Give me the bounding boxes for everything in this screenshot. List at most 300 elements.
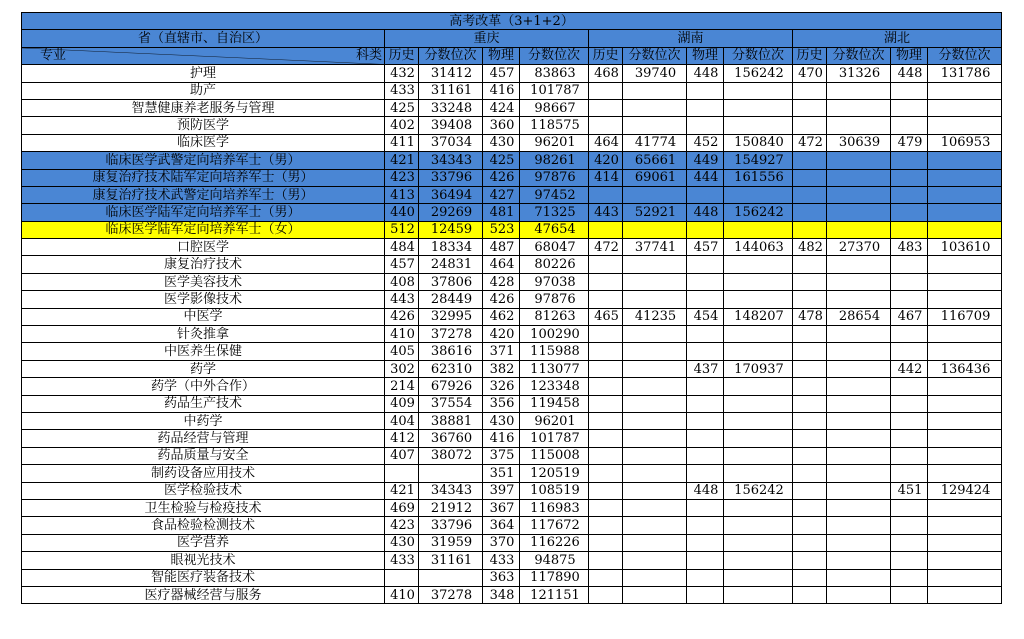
- hn-physics-cell: [687, 412, 724, 429]
- hn-physics-cell: [687, 273, 724, 290]
- hn-physics-cell: [687, 447, 724, 464]
- hn-physics-rank-cell: [724, 447, 793, 464]
- hn-physics-cell: [687, 395, 724, 412]
- table-row: [22, 204, 1002, 221]
- hn-physics-cell: 448: [687, 65, 724, 82]
- hn-physics-rank-cell: [724, 326, 793, 343]
- hn-history-rank-cell: 65661: [623, 152, 687, 169]
- cq-physics-rank-cell: 97876: [520, 169, 589, 186]
- hn-history-cell: [589, 256, 623, 273]
- major-name: 医学检验技术: [22, 482, 385, 499]
- hn-history-cell: [589, 326, 623, 343]
- cq-history-cell: 302: [385, 360, 419, 377]
- cq-history-cell: 443: [385, 291, 419, 308]
- hb-history-rank-cell: [827, 430, 891, 447]
- cq-history-rank-cell: 37554: [419, 395, 483, 412]
- cq-physics-header: 物理: [483, 47, 520, 64]
- hn-physics-rank-cell: 156242: [724, 65, 793, 82]
- hn-history-rank-cell: [623, 447, 687, 464]
- hn-history-cell: [589, 221, 623, 238]
- cq-history-cell: 469: [385, 499, 419, 516]
- hn-history-cell: 472: [589, 239, 623, 256]
- table-row: [22, 117, 1002, 134]
- major-name: 药品生产技术: [22, 395, 385, 412]
- cq-physics-rank-cell: 118575: [520, 117, 589, 134]
- hn-history-cell: [589, 586, 623, 603]
- cq-physics-rank-cell: 115988: [520, 343, 589, 360]
- table-title: 高考改革（3+1+2）: [22, 13, 1002, 30]
- major-name: 针灸推拿: [22, 326, 385, 343]
- major-name: 护理: [22, 65, 385, 82]
- hb-physics-rank-cell: [928, 117, 1002, 134]
- hb-history-cell: [793, 186, 827, 203]
- hb-physics-cell: [891, 99, 928, 116]
- cq-physics-rank-cell: 100290: [520, 326, 589, 343]
- hn-physics-cell: 448: [687, 482, 724, 499]
- hb-history-rank-cell: [827, 447, 891, 464]
- hb-history-rank-cell: [827, 82, 891, 99]
- hb-history-cell: [793, 169, 827, 186]
- hb-history-cell: [793, 204, 827, 221]
- hn-physics-cell: 452: [687, 134, 724, 151]
- hn-history-cell: [589, 395, 623, 412]
- table-row: [22, 221, 1002, 238]
- cq-physics-cell: 416: [483, 430, 520, 447]
- hn-history-cell: 464: [589, 134, 623, 151]
- hb-history-cell: 470: [793, 65, 827, 82]
- major-name: 药学（中外合作）: [22, 378, 385, 395]
- major-name: 康复治疗技术陆军定向培养军士（男）: [22, 169, 385, 186]
- hb-physics-rank-cell: [928, 82, 1002, 99]
- subheader-row: [22, 47, 1002, 64]
- hb-history-rank-cell: [827, 360, 891, 377]
- hb-history-cell: 472: [793, 134, 827, 151]
- hn-physics-rank-cell: [724, 256, 793, 273]
- cq-physics-cell: 360: [483, 117, 520, 134]
- hb-physics-cell: 442: [891, 360, 928, 377]
- table-row: [22, 412, 1002, 429]
- cq-history-cell: [385, 465, 419, 482]
- cq-physics-cell: 382: [483, 360, 520, 377]
- hn-history-rank-cell: [623, 360, 687, 377]
- hb-physics-cell: [891, 343, 928, 360]
- cq-physics-cell: 363: [483, 569, 520, 586]
- hb-history-rank-cell: [827, 569, 891, 586]
- hn-history-rank-cell: [623, 186, 687, 203]
- province-hubei: 湖北: [793, 30, 1002, 47]
- cq-history-rank-cell: 28449: [419, 291, 483, 308]
- hb-history-cell: [793, 534, 827, 551]
- cq-history-rank-cell: 62310: [419, 360, 483, 377]
- hb-history-cell: [793, 360, 827, 377]
- cq-physics-rank-cell: 120519: [520, 465, 589, 482]
- table-row: [22, 326, 1002, 343]
- cq-physics-rank-cell: 101787: [520, 82, 589, 99]
- cq-history-cell: 440: [385, 204, 419, 221]
- hn-physics-cell: 437: [687, 360, 724, 377]
- hb-physics-cell: [891, 447, 928, 464]
- hb-physics-cell: [891, 152, 928, 169]
- hn-history-rank-cell: 41235: [623, 308, 687, 325]
- hb-physics-rank-cell: [928, 412, 1002, 429]
- hb-physics-rank-cell: [928, 221, 1002, 238]
- table-row: [22, 517, 1002, 534]
- major-name: 卫生检验与检疫技术: [22, 499, 385, 516]
- hb-physics-cell: [891, 430, 928, 447]
- cq-physics-cell: 430: [483, 134, 520, 151]
- major-name: 临床医学陆军定向培养军士（男）: [22, 204, 385, 221]
- hn-history-cell: [589, 378, 623, 395]
- hn-history-cell: [589, 430, 623, 447]
- hn-history-cell: [589, 412, 623, 429]
- hb-physics-rank-cell: [928, 99, 1002, 116]
- hn-history-cell: 465: [589, 308, 623, 325]
- cq-physics-cell: 481: [483, 204, 520, 221]
- cq-physics-cell: 487: [483, 239, 520, 256]
- cq-history-rank-cell: 12459: [419, 221, 483, 238]
- hn-history-cell: 414: [589, 169, 623, 186]
- hb-history-rank-cell: 27370: [827, 239, 891, 256]
- hn-physics-rank-cell: [724, 395, 793, 412]
- hn-physics-rank-cell: 161556: [724, 169, 793, 186]
- cq-physics-cell: 425: [483, 152, 520, 169]
- hn-physics-rank-cell: 156242: [724, 204, 793, 221]
- hb-history-cell: 478: [793, 308, 827, 325]
- hn-history-rank-cell: [623, 117, 687, 134]
- cq-history-rank-cell: 31161: [419, 552, 483, 569]
- cq-history-rank-cell: 31959: [419, 534, 483, 551]
- hn-physics-cell: [687, 343, 724, 360]
- major-name: 医疗器械经营与服务: [22, 586, 385, 603]
- cq-physics-cell: 375: [483, 447, 520, 464]
- cq-physics-cell: 428: [483, 273, 520, 290]
- cq-physics-cell: 364: [483, 517, 520, 534]
- corner-cell: [22, 47, 385, 64]
- major-name: 康复治疗技术武警定向培养军士（男）: [22, 186, 385, 203]
- cq-history-rank-cell: 18334: [419, 239, 483, 256]
- hb-physics-cell: [891, 169, 928, 186]
- cq-physics-rank-cell: 97038: [520, 273, 589, 290]
- hb-physics-cell: [891, 395, 928, 412]
- table-row: [22, 99, 1002, 116]
- hb-physics-cell: 479: [891, 134, 928, 151]
- hn-history-cell: [589, 82, 623, 99]
- cq-physics-rank-cell: 117672: [520, 517, 589, 534]
- cq-history-rank-cell: 24831: [419, 256, 483, 273]
- hn-physics-rank-cell: 170937: [724, 360, 793, 377]
- hb-history-cell: [793, 326, 827, 343]
- cq-history-cell: 421: [385, 152, 419, 169]
- table-row: [22, 308, 1002, 325]
- hn-physics-cell: 457: [687, 239, 724, 256]
- table-row: [22, 586, 1002, 603]
- cq-history-rank-cell: 36494: [419, 186, 483, 203]
- hn-history-rank-cell: [623, 99, 687, 116]
- hb-physics-cell: [891, 517, 928, 534]
- table-row: [22, 82, 1002, 99]
- cq-physics-cell: 462: [483, 308, 520, 325]
- cq-physics-rank-cell: 97876: [520, 291, 589, 308]
- hn-history-rank-cell: [623, 569, 687, 586]
- hn-physics-rank-cell: [724, 499, 793, 516]
- cq-history-header: 历史: [385, 47, 419, 64]
- cq-physics-cell: 426: [483, 291, 520, 308]
- hb-physics-rank-cell: [928, 291, 1002, 308]
- cq-history-rank-cell: 32995: [419, 308, 483, 325]
- hb-physics-rank-cell: [928, 152, 1002, 169]
- hn-history-rank-cell: [623, 395, 687, 412]
- cq-physics-cell: 426: [483, 169, 520, 186]
- hb-physics-cell: [891, 117, 928, 134]
- table-row: [22, 343, 1002, 360]
- hb-physics-rank-cell: [928, 552, 1002, 569]
- hb-physics-cell: [891, 256, 928, 273]
- major-name: 中药学: [22, 412, 385, 429]
- hb-physics-rank-cell: [928, 169, 1002, 186]
- cq-history-cell: 408: [385, 273, 419, 290]
- hb-history-cell: [793, 152, 827, 169]
- cq-history-cell: [385, 569, 419, 586]
- table-row: [22, 169, 1002, 186]
- hn-history-rank-cell: [623, 378, 687, 395]
- cq-physics-cell: 424: [483, 99, 520, 116]
- hn-physics-cell: [687, 499, 724, 516]
- cq-physics-cell: 433: [483, 552, 520, 569]
- hb-history-cell: [793, 99, 827, 116]
- hb-history-rank-cell: [827, 326, 891, 343]
- cq-history-cell: 214: [385, 378, 419, 395]
- hb-history-rank-cell: [827, 482, 891, 499]
- cq-physics-rank-cell: 96201: [520, 134, 589, 151]
- hn-history-cell: [589, 569, 623, 586]
- cq-history-rank-cell: [419, 465, 483, 482]
- cq-history-rank-cell: 34343: [419, 482, 483, 499]
- hb-physics-cell: [891, 569, 928, 586]
- cq-history-cell: 402: [385, 117, 419, 134]
- cq-physics-rank-cell: 113077: [520, 360, 589, 377]
- table-row: [22, 152, 1002, 169]
- hb-rank2-header: 分数位次: [928, 47, 1002, 64]
- table-row: [22, 273, 1002, 290]
- cq-physics-rank-cell: 98667: [520, 99, 589, 116]
- hn-physics-cell: [687, 552, 724, 569]
- cq-history-cell: 423: [385, 517, 419, 534]
- hb-history-cell: [793, 482, 827, 499]
- major-name: 智慧健康养老服务与管理: [22, 99, 385, 116]
- cq-history-cell: 405: [385, 343, 419, 360]
- cq-physics-cell: 351: [483, 465, 520, 482]
- hb-history-rank-cell: [827, 291, 891, 308]
- table-row: [22, 239, 1002, 256]
- hb-physics-cell: [891, 499, 928, 516]
- hb-physics-rank-cell: [928, 569, 1002, 586]
- hb-history-cell: [793, 586, 827, 603]
- hb-physics-cell: [891, 291, 928, 308]
- hb-physics-rank-cell: [928, 465, 1002, 482]
- hb-physics-rank-cell: [928, 499, 1002, 516]
- table-row: [22, 291, 1002, 308]
- hb-physics-rank-cell: 116709: [928, 308, 1002, 325]
- province-chongqing: 重庆: [385, 30, 589, 47]
- table-row: [22, 534, 1002, 551]
- hn-history-rank-cell: [623, 82, 687, 99]
- hn-history-cell: [589, 273, 623, 290]
- hn-history-rank-cell: 52921: [623, 204, 687, 221]
- cq-history-rank-cell: 39408: [419, 117, 483, 134]
- hn-physics-cell: 454: [687, 308, 724, 325]
- province-hunan: 湖南: [589, 30, 793, 47]
- hn-physics-cell: [687, 517, 724, 534]
- hn-physics-rank-cell: [724, 99, 793, 116]
- hb-history-rank-cell: [827, 204, 891, 221]
- hb-history-cell: [793, 117, 827, 134]
- hn-physics-cell: [687, 326, 724, 343]
- hn-history-cell: [589, 465, 623, 482]
- cq-physics-cell: 371: [483, 343, 520, 360]
- cq-history-rank-cell: 33796: [419, 169, 483, 186]
- cq-physics-cell: 457: [483, 65, 520, 82]
- hn-physics-cell: 444: [687, 169, 724, 186]
- hb-physics-rank-cell: 136436: [928, 360, 1002, 377]
- subject-label: 科类: [355, 47, 382, 63]
- hn-physics-rank-cell: [724, 291, 793, 308]
- hb-history-rank-cell: [827, 517, 891, 534]
- hb-history-cell: [793, 343, 827, 360]
- cq-history-cell: 409: [385, 395, 419, 412]
- hb-history-cell: [793, 291, 827, 308]
- cq-history-cell: 413: [385, 186, 419, 203]
- cq-physics-rank-cell: 119458: [520, 395, 589, 412]
- hn-physics-rank-cell: [724, 517, 793, 534]
- hb-physics-rank-cell: [928, 326, 1002, 343]
- hb-physics-cell: [891, 465, 928, 482]
- hn-history-cell: [589, 360, 623, 377]
- hb-history-rank-cell: [827, 186, 891, 203]
- cq-physics-rank-cell: 108519: [520, 482, 589, 499]
- hb-physics-cell: [891, 273, 928, 290]
- hn-history-rank-cell: 69061: [623, 169, 687, 186]
- hb-history-cell: [793, 447, 827, 464]
- hb-physics-rank-cell: 106953: [928, 134, 1002, 151]
- hn-history-cell: [589, 552, 623, 569]
- hn-history-cell: [589, 291, 623, 308]
- hn-physics-cell: 448: [687, 204, 724, 221]
- cq-physics-cell: 356: [483, 395, 520, 412]
- cq-history-rank-cell: 37806: [419, 273, 483, 290]
- hn-history-rank-cell: [623, 291, 687, 308]
- hb-physics-rank-cell: [928, 534, 1002, 551]
- major-name: 医学美容技术: [22, 273, 385, 290]
- major-name: 药品经营与管理: [22, 430, 385, 447]
- cq-physics-cell: 326: [483, 378, 520, 395]
- hn-history-rank-cell: [623, 343, 687, 360]
- hn-physics-rank-cell: [724, 534, 793, 551]
- hn-physics-rank-cell: [724, 430, 793, 447]
- cq-history-rank-cell: 38072: [419, 447, 483, 464]
- major-name: 食品检验检测技术: [22, 517, 385, 534]
- hn-history-rank-cell: [623, 221, 687, 238]
- hb-physics-rank-cell: [928, 273, 1002, 290]
- hn-history-rank-cell: [623, 430, 687, 447]
- cq-history-cell: 410: [385, 326, 419, 343]
- table-row: [22, 482, 1002, 499]
- cq-history-rank-cell: 38881: [419, 412, 483, 429]
- hn-history-rank-cell: 41774: [623, 134, 687, 151]
- major-name: 中医养生保健: [22, 343, 385, 360]
- cq-physics-rank-cell: 81263: [520, 308, 589, 325]
- hn-history-rank-cell: [623, 482, 687, 499]
- cq-physics-rank-cell: 68047: [520, 239, 589, 256]
- cq-history-cell: 411: [385, 134, 419, 151]
- hn-physics-cell: [687, 256, 724, 273]
- hn-history-rank-cell: 37741: [623, 239, 687, 256]
- major-name: 康复治疗技术: [22, 256, 385, 273]
- major-name: 医学营养: [22, 534, 385, 551]
- hb-history-rank-cell: [827, 412, 891, 429]
- hb-history-cell: [793, 465, 827, 482]
- hb-history-rank-cell: [827, 378, 891, 395]
- major-label: 专业: [40, 47, 67, 63]
- cq-history-rank-cell: 29269: [419, 204, 483, 221]
- province-row: [22, 30, 1002, 47]
- table-row: [22, 134, 1002, 151]
- hb-history-rank-cell: [827, 586, 891, 603]
- hb-history-cell: [793, 378, 827, 395]
- hb-history-rank-cell: [827, 343, 891, 360]
- table-row: [22, 65, 1002, 82]
- hb-physics-rank-cell: [928, 343, 1002, 360]
- hb-physics-rank-cell: [928, 447, 1002, 464]
- hn-physics-cell: [687, 221, 724, 238]
- cq-history-rank-cell: 38616: [419, 343, 483, 360]
- cq-physics-rank-cell: 47654: [520, 221, 589, 238]
- hn-physics-rank-cell: [724, 569, 793, 586]
- title-row: [22, 13, 1002, 30]
- hb-history-cell: [793, 569, 827, 586]
- hn-rank-header: 分数位次: [623, 47, 687, 64]
- hn-physics-cell: 449: [687, 152, 724, 169]
- cq-physics-rank-cell: 115008: [520, 447, 589, 464]
- hn-history-rank-cell: 39740: [623, 65, 687, 82]
- hb-physics-rank-cell: [928, 378, 1002, 395]
- hb-physics-rank-cell: 103610: [928, 239, 1002, 256]
- hb-history-rank-cell: [827, 169, 891, 186]
- hb-physics-rank-cell: [928, 186, 1002, 203]
- hn-physics-rank-cell: 156242: [724, 482, 793, 499]
- hb-physics-rank-cell: 131786: [928, 65, 1002, 82]
- hn-physics-cell: [687, 465, 724, 482]
- major-name: 药学: [22, 360, 385, 377]
- hb-history-cell: [793, 517, 827, 534]
- hn-history-cell: [589, 99, 623, 116]
- table-row: [22, 378, 1002, 395]
- hn-history-cell: [589, 447, 623, 464]
- hn-physics-cell: [687, 534, 724, 551]
- hn-history-rank-cell: [623, 256, 687, 273]
- major-name: 预防医学: [22, 117, 385, 134]
- hn-history-rank-cell: [623, 586, 687, 603]
- hn-physics-cell: [687, 117, 724, 134]
- hb-history-rank-cell: [827, 117, 891, 134]
- hn-physics-cell: [687, 82, 724, 99]
- hb-history-cell: [793, 82, 827, 99]
- hb-history-rank-cell: [827, 534, 891, 551]
- hb-physics-cell: [891, 378, 928, 395]
- hn-history-rank-cell: [623, 534, 687, 551]
- hb-history-rank-cell: [827, 552, 891, 569]
- hb-history-rank-cell: [827, 395, 891, 412]
- cq-history-cell: 430: [385, 534, 419, 551]
